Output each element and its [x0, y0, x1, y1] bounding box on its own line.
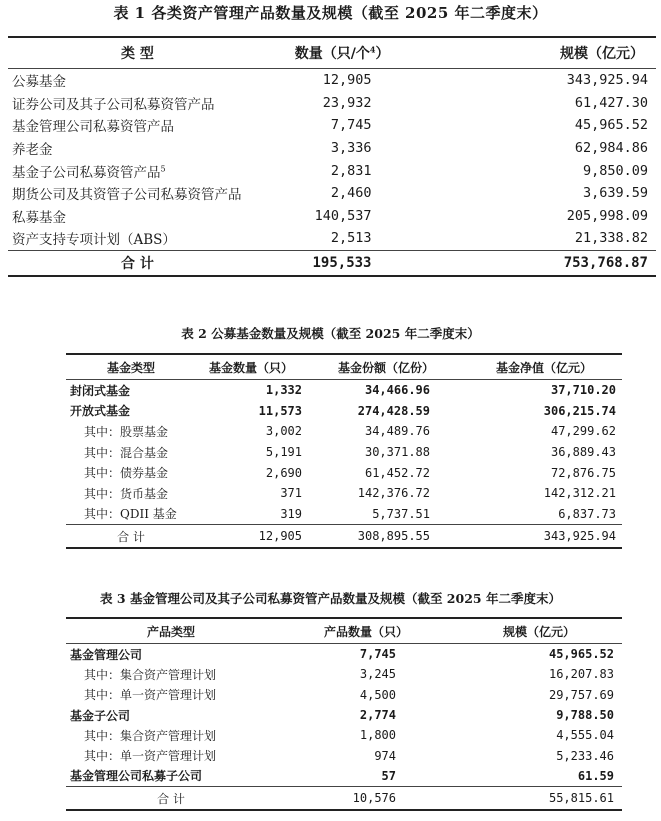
- row-scale: 4,555.04: [556, 728, 614, 743]
- table3-caption: 表 3 基金管理公司及其子公司私募资管产品数量及规模（截至 2025 年二季度末）: [100, 591, 561, 606]
- row-name: 其中：单一资产管理计划: [84, 688, 217, 703]
- row-count: 7,745: [359, 647, 396, 662]
- row-shares: 30,371.88: [364, 445, 430, 460]
- table-row: [66, 664, 622, 684]
- table2-public-funds: [66, 353, 622, 549]
- table-row: [66, 766, 622, 787]
- table-row: [66, 380, 622, 401]
- row-name: 封闭式基金: [70, 383, 131, 398]
- row-count: 2,690: [265, 465, 302, 480]
- table3-header-scale: 规模（亿元）: [456, 618, 622, 644]
- row-scale: 16,207.83: [548, 667, 614, 682]
- total-scale: 753,768.87: [550, 250, 657, 276]
- row-scale: 61,427.30: [574, 94, 648, 111]
- table-row: [66, 685, 622, 705]
- row-scale: 343,925.94: [566, 72, 648, 89]
- table-row: [66, 504, 622, 525]
- total-count: 12,905: [196, 525, 306, 549]
- row-scale: 45,965.52: [548, 647, 614, 662]
- row-count: 974: [374, 748, 396, 763]
- row-count: 1,800: [359, 728, 396, 743]
- row-shares: 61,452.72: [364, 465, 430, 480]
- row-shares: 34,466.96: [364, 383, 430, 398]
- row-count: 371: [280, 486, 302, 501]
- table-row: [8, 92, 656, 115]
- row-count: 2,831: [330, 162, 372, 179]
- row-name: 资产支持专项计划（ABS）: [12, 232, 176, 249]
- table3-header-row: [66, 618, 622, 644]
- total-count: 195,533: [267, 250, 550, 276]
- row-name: 基金子公司私募资管产品: [12, 164, 161, 181]
- row-name: 其中：集合资产管理计划: [84, 667, 217, 682]
- table-row: [66, 442, 622, 463]
- row-scale: 3,639.59: [582, 185, 648, 202]
- table2-header-row: [66, 354, 622, 380]
- row-count: 319: [280, 506, 302, 521]
- total-shares: 308,895.55: [306, 525, 466, 549]
- row-count: 11,573: [258, 403, 302, 418]
- table3-fund-company-private-products: [66, 617, 622, 811]
- table-row: [66, 725, 622, 745]
- row-name: 其中：货币基金: [84, 486, 169, 501]
- row-count: 23,932: [322, 94, 372, 111]
- row-name: 其中：QDII 基金: [84, 507, 177, 522]
- total-label: 合 计: [8, 250, 267, 276]
- row-scale: 21,338.82: [574, 230, 648, 247]
- table-row: [8, 69, 656, 92]
- row-name: 开放式基金: [70, 404, 131, 419]
- total-scale: 55,815.61: [456, 787, 622, 811]
- row-nav: 6,837.73: [558, 506, 616, 521]
- row-scale: 62,984.86: [574, 140, 648, 157]
- table-row: [8, 114, 656, 137]
- table2-header-count: 基金数量（只）: [196, 354, 306, 380]
- table2-total-row: [66, 525, 622, 549]
- row-count: 3,336: [330, 140, 372, 157]
- table-row: [66, 705, 622, 725]
- row-nav: 72,876.75: [550, 465, 616, 480]
- footnote-4-marker: 4: [369, 44, 376, 55]
- table-row: [66, 401, 622, 422]
- row-nav: 36,889.43: [550, 445, 616, 460]
- table-row: [66, 421, 622, 442]
- total-nav: 343,925.94: [466, 525, 622, 549]
- table1-caption: 表 1 各类资产管理产品数量及规模（截至 2025 年二季度末）: [113, 4, 548, 22]
- table3-total-row: [66, 787, 622, 811]
- row-shares: 34,489.76: [364, 424, 430, 439]
- row-count: 3,245: [359, 667, 396, 682]
- table-row: [66, 483, 622, 504]
- table1-header-row: [8, 37, 656, 69]
- row-nav: 306,215.74: [543, 403, 616, 418]
- table-row: [8, 205, 656, 228]
- table1-total-row: [8, 250, 656, 276]
- table1-header-type: 类 型: [8, 37, 267, 69]
- row-scale: 61.59: [577, 768, 614, 783]
- table-row: [8, 182, 656, 205]
- total-label: 合 计: [66, 525, 196, 549]
- row-count: 1,332: [265, 383, 302, 398]
- row-name: 基金子公司: [70, 708, 131, 723]
- row-scale: 5,233.46: [556, 748, 614, 763]
- table1-header-count-end: ）: [375, 46, 390, 62]
- row-name: 其中：混合基金: [84, 445, 169, 460]
- row-name: 基金管理公司: [70, 647, 143, 662]
- row-count: 57: [381, 768, 396, 783]
- table3-header-type: 产品类型: [66, 618, 276, 644]
- total-count: 10,576: [276, 787, 456, 811]
- row-name: 其中：集合资产管理计划: [84, 728, 217, 743]
- row-scale: 45,965.52: [574, 117, 648, 134]
- row-name: 基金管理公司私募资管产品: [12, 119, 174, 136]
- row-name: 私募基金: [12, 209, 66, 226]
- table2-caption: 表 2 公募基金数量及规模（截至 2025 年二季度末）: [181, 326, 480, 341]
- table-row: [66, 462, 622, 483]
- row-count: 2,513: [330, 230, 372, 247]
- row-name: 证券公司及其子公司私募资管产品: [12, 96, 215, 113]
- row-count: 2,774: [359, 708, 396, 723]
- table-row: [8, 137, 656, 160]
- row-scale: 205,998.09: [566, 207, 648, 224]
- row-shares: 5,737.51: [372, 506, 430, 521]
- row-name: 基金管理公司私募子公司: [70, 769, 203, 784]
- row-count: 2,460: [330, 185, 372, 202]
- row-name: 其中：债券基金: [84, 466, 169, 481]
- row-scale: 9,788.50: [556, 708, 614, 723]
- table3-header-count: 产品数量（只）: [276, 618, 456, 644]
- table1-header-scale: 规模（亿元）: [550, 37, 657, 69]
- row-name: 其中：股票基金: [84, 424, 169, 439]
- row-nav: 142,312.21: [543, 486, 616, 501]
- table1-header-count-label: 数量（只/个: [294, 46, 370, 62]
- table-row: [66, 644, 622, 665]
- table-row: [8, 227, 656, 250]
- table2-header-shares: 基金份额（亿份）: [306, 354, 466, 380]
- row-nav: 47,299.62: [550, 424, 616, 439]
- row-name: 公募基金: [12, 74, 66, 91]
- row-name: 期货公司及其资管子公司私募资管产品: [12, 187, 242, 204]
- row-name-cell: [8, 159, 267, 182]
- row-name: 其中：单一资产管理计划: [84, 749, 217, 764]
- table1-asset-management-products: [8, 36, 656, 277]
- row-count: 4,500: [359, 687, 396, 702]
- footnote-5-marker: 5: [160, 164, 166, 174]
- table2-header-nav: 基金净值（亿元）: [466, 354, 622, 380]
- row-name: 养老金: [12, 142, 53, 159]
- total-label: 合 计: [66, 787, 276, 811]
- row-shares: 274,428.59: [357, 403, 430, 418]
- row-count: 12,905: [322, 72, 372, 89]
- table1-header-count: [267, 37, 550, 69]
- row-scale: 9,850.09: [582, 162, 648, 179]
- row-scale: 29,757.69: [548, 687, 614, 702]
- row-shares: 142,376.72: [357, 486, 430, 501]
- row-count: 5,191: [265, 445, 302, 460]
- table-row: [66, 745, 622, 765]
- table-row: [8, 159, 656, 182]
- table2-header-type: 基金类型: [66, 354, 196, 380]
- row-count: 7,745: [330, 117, 372, 134]
- row-count: 140,537: [314, 207, 372, 224]
- row-count: 3,002: [265, 424, 302, 439]
- row-nav: 37,710.20: [550, 383, 616, 398]
